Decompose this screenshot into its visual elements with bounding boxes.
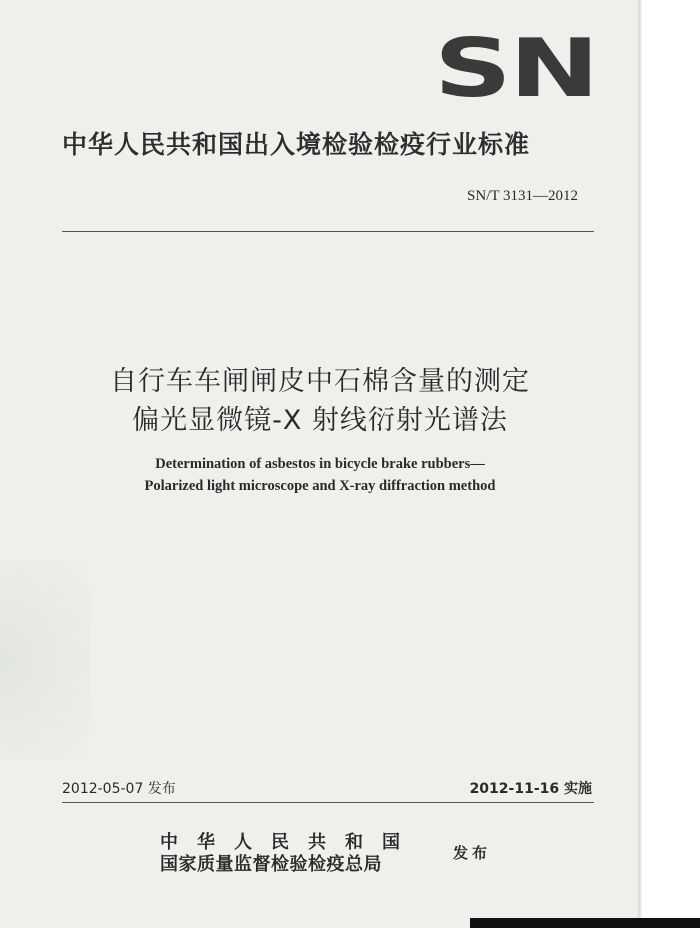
bottom-divider xyxy=(62,802,594,803)
sn-logo: SN xyxy=(434,22,597,115)
issue-date: 2012-05-07 发布 xyxy=(62,781,176,797)
publisher-suffix: 发布 xyxy=(453,844,492,862)
chinese-title-line-2: 偏光显微镜-X 射线衍射光谱法 xyxy=(132,405,508,436)
scan-smudge xyxy=(0,560,90,760)
publisher-line-1: 中华人民共和国 xyxy=(160,832,419,853)
implementation-date: 2012-11-16 实施 xyxy=(469,781,592,797)
page-edge-shadow xyxy=(638,0,642,928)
top-divider xyxy=(62,231,594,232)
publisher-block xyxy=(160,832,419,876)
publisher-line-2: 国家质量监督检验检疫总局 xyxy=(160,854,382,875)
standard-number: SN/T 3131—2012 xyxy=(467,188,578,204)
issuing-authority-heading: 中华人民共和国出入境检验检疫行业标准 xyxy=(62,130,531,159)
english-title-line-2: Polarized light microscope and X-ray diffraction method xyxy=(144,478,496,494)
chinese-title-line-1: 自行车车闸闸皮中石棉含量的测定 xyxy=(110,366,530,397)
scan-bottom-bar xyxy=(470,918,700,928)
english-title-line-1: Determination of asbestos in bicycle brake rubbers— xyxy=(155,456,485,472)
